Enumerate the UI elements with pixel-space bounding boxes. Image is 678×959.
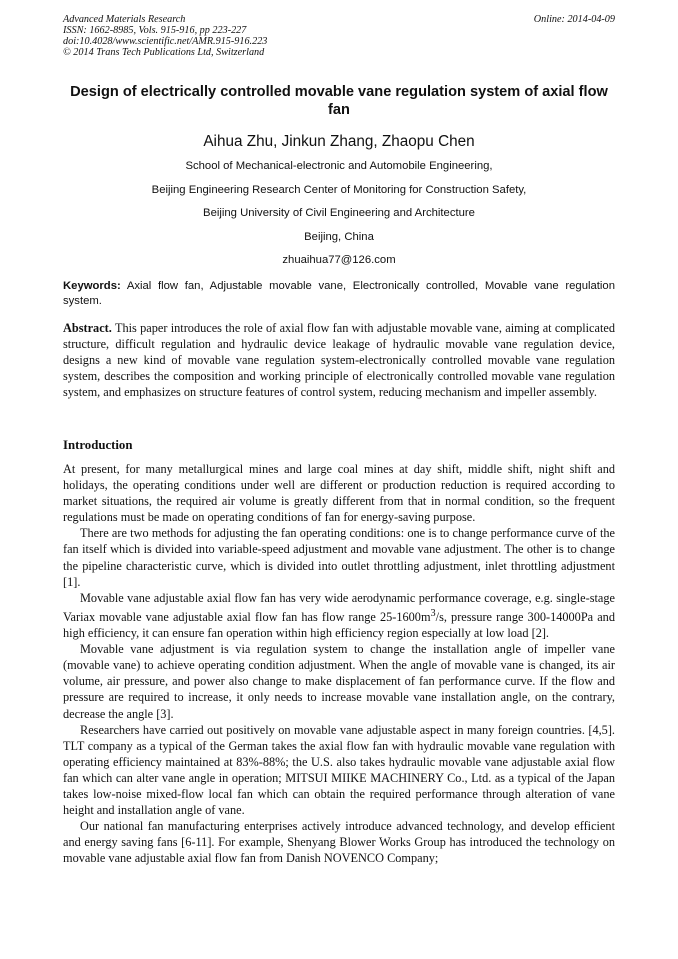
keywords-label: Keywords:	[63, 280, 121, 292]
introduction-body	[63, 461, 615, 866]
abstract-text: This paper introduces the role of axial flow fan with adjustable movable vane, aiming at complicated structure, difficult regulation and hydraulic device leakage of hydraulic movable vane regulation device, designs a new kind of movable vane regulation system-electronically controlled movable vane regulation system, describes the composition and working principle of electronically controlled movable vane regulation system, and emphasizes on structure features of control system, reducing mechanism and impeller assembly.	[63, 321, 615, 400]
journal-name: Advanced Materials Research	[63, 14, 186, 25]
author-list: Aihua Zhu, Jinkun Zhang, Zhaopu Chen	[203, 133, 475, 150]
online-date: Online: 2014-04-09	[533, 14, 615, 25]
doi-line: doi:10.4028/www.scientific.net/AMR.915-916.223	[63, 36, 268, 47]
intro-paragraph-3-part-a: Movable vane adjustable axial flow fan has very wide aerodynamic performance coverage, e.g. single-stage Variax movable vane adjustable axial flow fan has flow range 25-1600m	[63, 590, 615, 624]
issn-line: ISSN: 1662-8985, Vols. 915-916, pp 223-227	[63, 25, 247, 36]
intro-paragraph-2: There are two methods for adjusting the fan operating conditions: one is to change performance curve of the fan itself which is divided into variable-speed adjustment and movable vane adjustment. The other is to change the pipeline characteristic curve, which is divided into outlet throttling adjustment, inlet throttling adjustment [1].	[63, 526, 615, 589]
affiliation-location: Beijing, China	[304, 230, 374, 243]
intro-paragraph-3	[63, 590, 615, 641]
superscript-exponent: 3	[430, 607, 436, 619]
intro-paragraph-4: Movable vane adjustment is via regulation system to change the installation angle of impeller vane (movable vane) to achieve operating condition adjustment. When the angle of movable vane is changed, its air volume, air pressure, and power also change to make displacement of fan performance curve. If the flow and pressure are required to increase, it only needs to increase movable vane installation angle, on the contrary, decrease the angle [3].	[63, 642, 615, 721]
author-email: zhuaihua77@126.com	[282, 254, 396, 267]
intro-paragraph-3-part-b: /s, pressure range 300-14000Pa and high efficiency, it can ensure fan operation within high efficiency region especially at low load [2].	[63, 609, 615, 641]
intro-paragraph-1: At present, for many metallurgical mines and large coal mines at day shift, middle shift, night shift and holidays, the operating conditions under well are different or production reduction is required according to market situations, the required air volume is greatly different from that in normal condition, so the frequent regulations must be made on operating conditions of fan for energy-saving purpose.	[63, 462, 615, 525]
section-heading-introduction: Introduction	[63, 438, 133, 452]
keywords-text: Axial flow fan, Adjustable movable vane, Electronically controlled, Movable vane regulation system.	[63, 280, 615, 307]
keywords-block	[63, 279, 615, 308]
abstract-label: Abstract.	[63, 321, 112, 335]
affiliation-block	[0, 159, 678, 277]
abstract-block	[63, 320, 615, 400]
paper-title: Design of electrically controlled movable vane regulation system of axial flow fan	[70, 84, 608, 118]
journal-header	[63, 14, 615, 58]
affiliation-center: Beijing Engineering Research Center of Monitoring for Construction Safety,	[151, 183, 527, 196]
intro-paragraph-6: Our national fan manufacturing enterprises actively introduce advanced technology, and develop efficient and energy saving fans [6-11]. For example, Shenyang Blower Works Group has introduced the technology on movable vane adjustable axial flow fan from Danish NOVENCO Company;	[63, 819, 615, 866]
affiliation-university: Beijing University of Civil Engineering and Architecture	[203, 207, 475, 220]
affiliation-school: School of Mechanical-electronic and Automobile Engineering,	[185, 160, 493, 172]
copyright-line: © 2014 Trans Tech Publications Ltd, Switzerland	[63, 47, 265, 58]
intro-paragraph-5: Researchers have carried out positively on movable vane adjustable aspect in many foreign countries. [4,5]. TLT company as a typical of the German takes the axial flow fan with hydraulic movable vane regulation with operating efficiency maintained at 83%-88%; the U.S. also takes hydraulic movable vane adjustable axial flow fan which can alter vane angle in operation; MITSUI MIIKE MACHINERY Co., Ltd. as a typical of the Japan takes low-noise mixed-flow local fan which can obtain the required performance through alteration of vane height and installation angle of vane.	[63, 722, 615, 818]
